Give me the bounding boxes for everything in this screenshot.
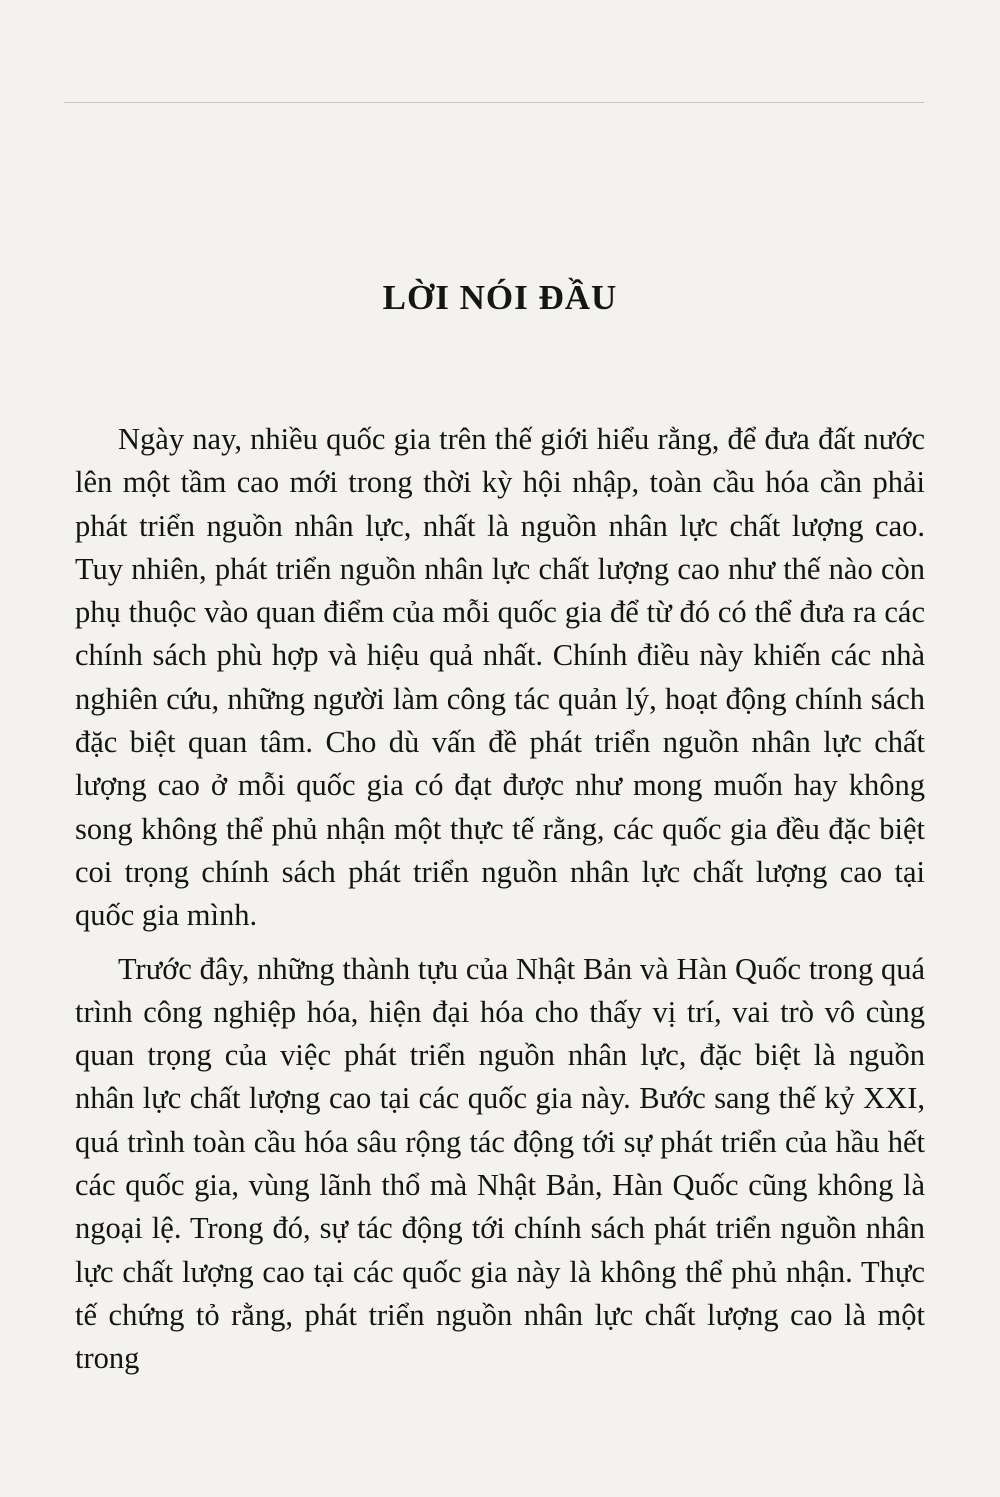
- page-title: LỜI NÓI ĐẦU: [382, 278, 618, 317]
- body-text: [75, 418, 925, 1381]
- paragraph-1: Ngày nay, nhiều quốc gia trên thế giới hiểu rằng, để đưa đất nước lên một tầm cao mới trong thời kỳ hội nhập, toàn cầu hóa cần phải phát triển nguồn nhân lực, nhất là nguồn nhân lực chất lượng cao. Tuy nhiên, phát triển nguồn nhân lực chất lượng cao như thế nào còn phụ thuộc vào quan điểm của mỗi quốc gia để từ đó có thể đưa ra các chính sách phù hợp và hiệu quả nhất. Chính điều này khiến các nhà nghiên cứu, những người làm công tác quản lý, hoạt động chính sách đặc biệt quan tâm. Cho dù vấn đề phát triển nguồn nhân lực chất lượng cao ở mỗi quốc gia có đạt được như mong muốn hay không song không thể phủ nhận một thực tế rằng, các quốc gia đều đặc biệt coi trọng chính sách phát triển nguồn nhân lực chất lượng cao tại quốc gia mình.: [75, 422, 925, 933]
- paragraph-2: Trước đây, những thành tựu của Nhật Bản và Hàn Quốc trong quá trình công nghiệp hóa, hiện đại hóa cho thấy vị trí, vai trò vô cùng quan trọng của việc phát triển nguồn nhân lực, đặc biệt là nguồn nhân lực chất lượng cao tại các quốc gia này. Bước sang thế kỷ XXI, quá trình toàn cầu hóa sâu rộng tác động tới sự phát triển của hầu hết các quốc gia, vùng lãnh thổ mà Nhật Bản, Hàn Quốc cũng không là ngoại lệ. Trong đó, sự tác động tới chính sách phát triển nguồn nhân lực chất lượng cao tại các quốc gia này là không thể phủ nhận. Thực tế chứng tỏ rằng, phát triển nguồn nhân lực chất lượng cao là một trong: [75, 951, 925, 1376]
- header-rule: [64, 102, 924, 103]
